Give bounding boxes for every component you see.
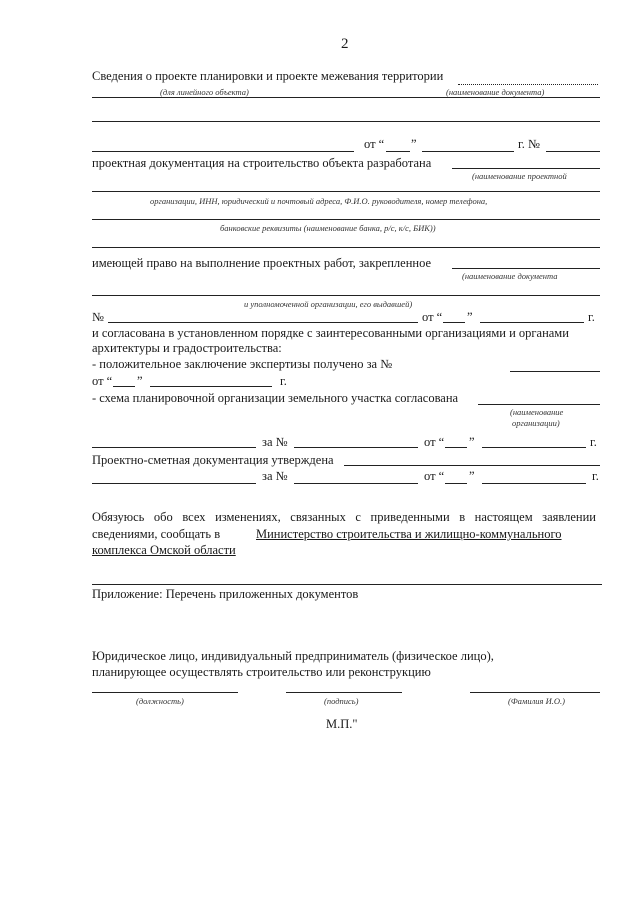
doc-name-line-2[interactable] (92, 97, 600, 98)
blank-line-2[interactable] (92, 121, 600, 122)
signature-caption: (подпись) (324, 696, 359, 706)
license-doc-caption: (наименование документа (462, 271, 558, 281)
approval-org-field[interactable] (92, 483, 256, 484)
site-plan-day-field[interactable] (445, 447, 467, 448)
license-date-from: от “ (422, 310, 443, 324)
site-plan-caption-2: организации) (512, 418, 560, 428)
approved-by-field[interactable] (344, 465, 600, 466)
issuer-line[interactable] (92, 295, 600, 296)
site-plan-number-label: за № (262, 435, 288, 449)
date-from-label: от “ (364, 137, 385, 151)
site-plan-date-from: от “ (424, 435, 445, 449)
full-name-caption: (Фамилия И.О.) (508, 696, 565, 706)
page-number: 2 (341, 36, 349, 52)
license-doc-field[interactable] (452, 268, 600, 269)
approval-number-label: за № (262, 469, 288, 483)
expertise-label: - положительное заключение экспертизы получено за № (92, 357, 393, 371)
doc-name-line-1[interactable] (458, 84, 598, 85)
approval-date-from: от “ (424, 469, 445, 483)
license-label: имеющей право на выполнение проектных работ, закрепленное (92, 256, 432, 270)
site-plan-org-field-2[interactable] (92, 447, 256, 448)
separator-line (92, 584, 602, 585)
linear-object-caption: (для линейного объекта) (160, 87, 249, 97)
approval-date-quote: ” (469, 469, 475, 483)
site-plan-label: - схема планировочной организации земельного участка согласована (92, 391, 459, 405)
date-quote: ” (411, 137, 417, 151)
issuer-caption: и уполномоченной организации, его выдавшей) (244, 299, 413, 309)
approved-label: Проектно-сметная документация утверждена (92, 453, 334, 467)
doc-name-caption: (наименование документа) (446, 87, 545, 97)
bank-details-line[interactable] (92, 219, 600, 220)
bank-details-line-2[interactable] (92, 247, 600, 248)
site-plan-org-field[interactable] (478, 404, 600, 405)
project-planning-label: Сведения о проекте планировки и проекте межевания территории (92, 69, 444, 83)
stamp-label: М.П." (326, 717, 358, 731)
designer-field[interactable] (452, 168, 600, 169)
appendix-label: Приложение: Перечень приложенных документов (92, 587, 359, 601)
agreed-label: и согласована в установленном порядке с заинтересованными организациями и органами (92, 326, 569, 340)
approval-day-field[interactable] (445, 483, 467, 484)
obligation-line-1: Обязуюсь обо всех изменениях, связанных с приведенными в настоящем заявлении (92, 510, 596, 524)
ministry-name-cont: комплекса Омской области (92, 543, 236, 557)
site-plan-date-quote: ” (469, 435, 475, 449)
expertise-date-from: от “ (92, 374, 113, 388)
approval-year-label: г. (592, 469, 599, 483)
expertise-day-field[interactable] (113, 386, 135, 387)
signature-field[interactable] (286, 692, 402, 693)
bank-details-caption: банковские реквизиты (наименование банка, р/с, к/с, БИК)) (220, 223, 436, 233)
license-date-quote: ” (467, 310, 473, 324)
site-plan-year-label: г. (590, 435, 597, 449)
doc-detail-line[interactable] (92, 151, 354, 152)
date-day-field[interactable] (386, 151, 410, 152)
expertise-year-label: г. (280, 374, 287, 388)
site-plan-number-field[interactable] (294, 447, 418, 448)
architecture-label: архитектуры и градостроительства: (92, 341, 282, 355)
org-details-caption: организации, ИНН, юридический и почтовый адреса, Ф.И.О. руководителя, номер телефона, (150, 196, 488, 206)
approval-month-field[interactable] (482, 483, 586, 484)
expertise-number-field[interactable] (510, 371, 600, 372)
license-year-label: г. (588, 310, 595, 324)
designer-caption: (наименование проектной (472, 171, 567, 181)
license-month-field[interactable] (480, 322, 584, 323)
license-number-field[interactable] (108, 322, 418, 323)
site-plan-caption-1: (наименование (510, 407, 564, 417)
expertise-date-quote: ” (137, 374, 143, 388)
org-details-line[interactable] (92, 191, 600, 192)
applicant-label-1: Юридическое лицо, индивидуальный предприниматель (физическое лицо), (92, 649, 494, 663)
full-name-field[interactable] (470, 692, 600, 693)
position-field[interactable] (92, 692, 238, 693)
project-doc-label: проектная документация на строительство объекта разработана (92, 156, 432, 170)
approval-number-field[interactable] (294, 483, 418, 484)
site-plan-month-field[interactable] (482, 447, 586, 448)
position-caption: (должность) (136, 696, 184, 706)
doc-number-field[interactable] (546, 151, 600, 152)
number-sign: № (92, 310, 104, 324)
license-day-field[interactable] (443, 322, 465, 323)
expertise-month-field[interactable] (150, 386, 272, 387)
date-month-year-field[interactable] (422, 151, 514, 152)
obligation-line-2a: сведениями, сообщать в (92, 527, 221, 541)
year-number-label: г. № (518, 137, 540, 151)
ministry-name: Министерство строительства и жилищно-коммунального (256, 527, 562, 541)
applicant-label-2: планирующее осуществлять строительство или реконструкцию (92, 665, 431, 679)
